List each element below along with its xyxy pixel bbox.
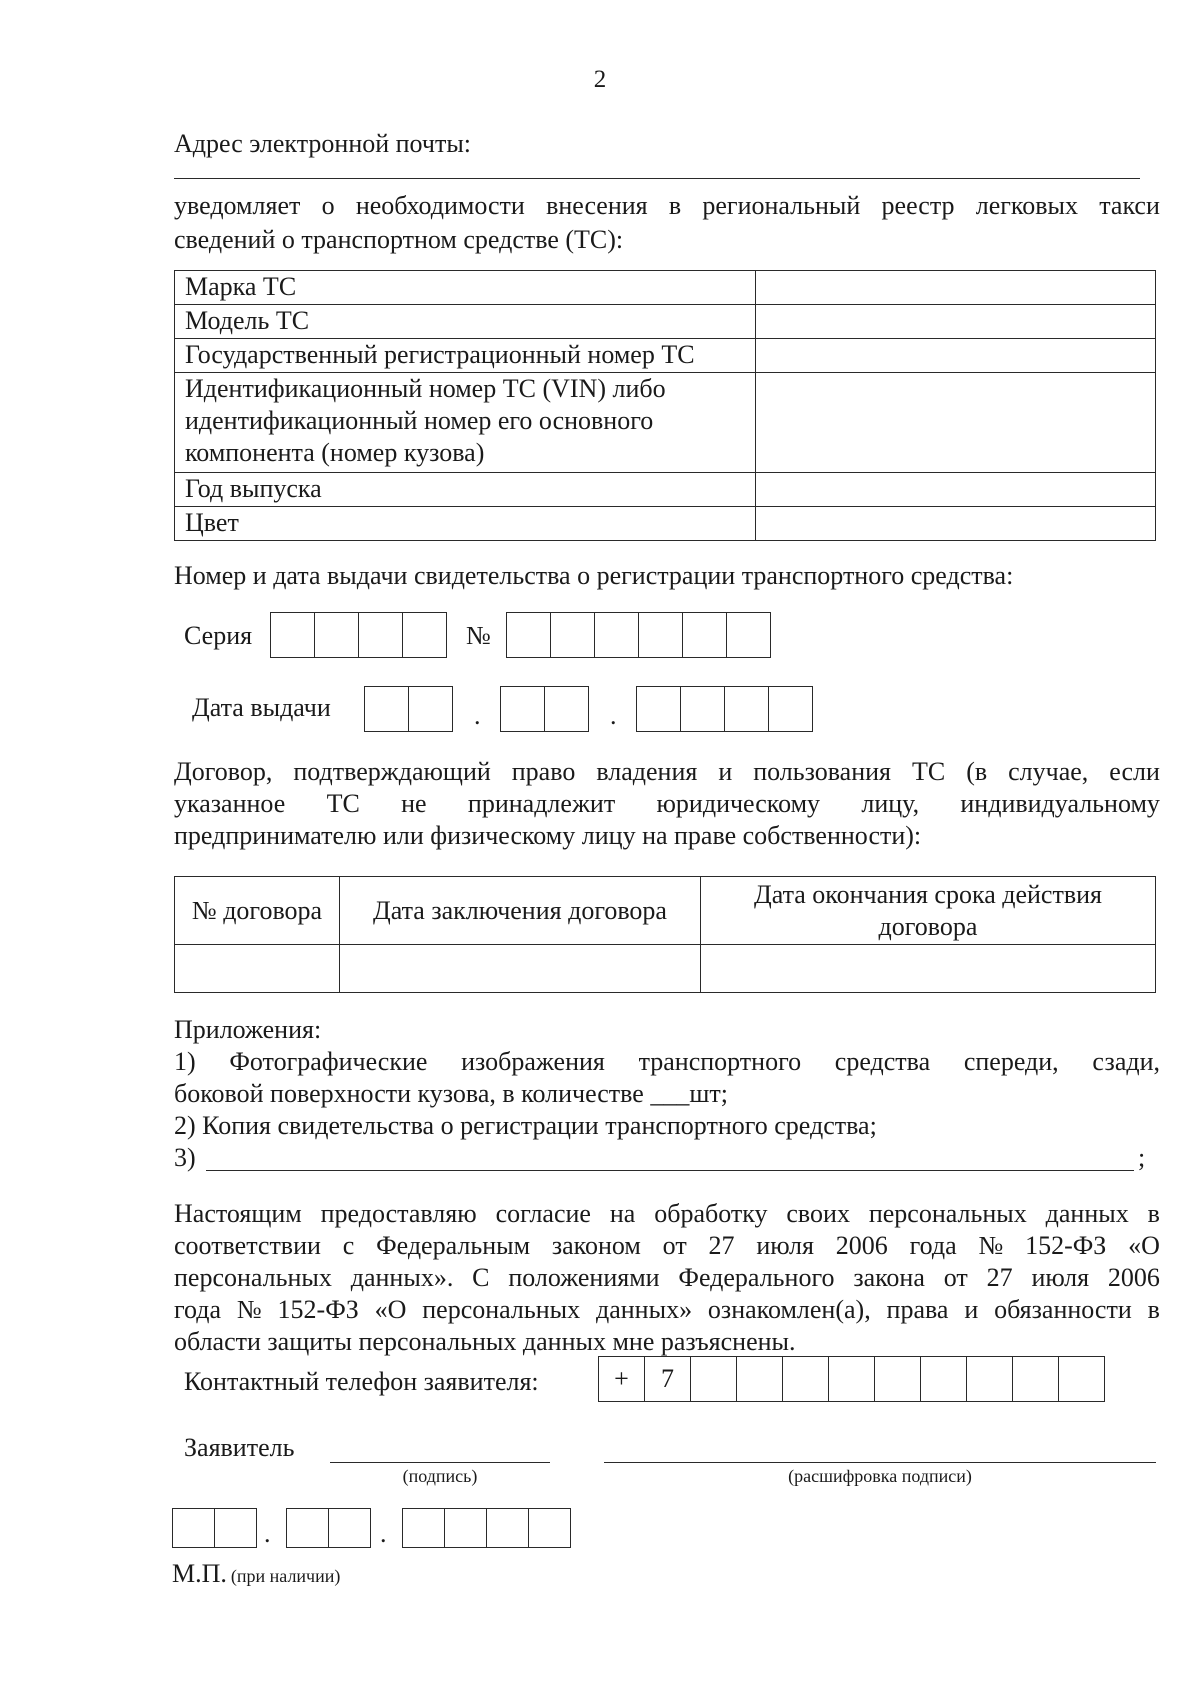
attachment-1-text: боковой поверхности кузова, в количестве	[174, 1079, 651, 1108]
word: Федерального	[678, 1263, 835, 1292]
decoding-line[interactable]	[604, 1462, 1156, 1463]
phone-digit-box[interactable]	[1059, 1357, 1105, 1401]
vehicle-field-label: Идентификационный номер ТС (VIN) либо идентификационный номер его основного компонента (номер кузова)	[175, 373, 756, 473]
word: транспортного	[638, 1047, 802, 1076]
contract-line-1	[174, 756, 1160, 788]
issue-date-label: Дата выдачи	[192, 693, 331, 722]
number-label: №	[466, 621, 491, 650]
word: если	[1109, 757, 1160, 786]
word: 2006	[1107, 1263, 1160, 1292]
month-digit-box[interactable]	[287, 1509, 329, 1547]
day-digit-box[interactable]	[409, 687, 453, 731]
photo-count-blank[interactable]: ___	[650, 1079, 690, 1108]
attachment-3-prefix: 3)	[174, 1143, 196, 1172]
word: персональных	[868, 1199, 1027, 1228]
word: закона	[853, 1263, 925, 1292]
word: права	[886, 1295, 949, 1324]
word: индивидуальному	[960, 789, 1160, 818]
word: о	[321, 191, 335, 220]
word: реестр	[881, 191, 955, 220]
attachment-3-suffix: ;	[1138, 1143, 1146, 1172]
notify-line-2: сведений о транспортном средстве (ТС):	[174, 225, 624, 254]
word: «О	[1128, 1231, 1160, 1260]
phone-digit-box[interactable]	[783, 1357, 829, 1401]
date-dot: .	[380, 1519, 387, 1548]
number-digit-box[interactable]	[727, 613, 771, 657]
word: своих	[786, 1199, 850, 1228]
day-digit-box[interactable]	[173, 1509, 215, 1547]
contract-table	[174, 876, 1156, 993]
word: принадлежит	[467, 789, 616, 818]
date-dot: .	[474, 701, 481, 730]
year-digit-box[interactable]	[445, 1509, 487, 1547]
word: изображения	[461, 1047, 605, 1076]
phone-plus-box: +	[599, 1357, 645, 1401]
number-digit-box[interactable]	[683, 613, 727, 657]
contract-start-header: Дата заключения договора	[340, 877, 701, 945]
contract-number-cell[interactable]	[175, 945, 340, 993]
attachment-1-line-1	[174, 1046, 1160, 1078]
word: Настоящим	[174, 1199, 302, 1228]
word: данных».	[350, 1263, 454, 1292]
email-label: Адрес электронной почты:	[174, 129, 472, 158]
phone-digit-box[interactable]	[737, 1357, 783, 1401]
year-digit-box[interactable]	[681, 687, 725, 731]
word: подтверждающий	[293, 757, 491, 786]
word: года	[909, 1231, 957, 1260]
word: спереди,	[963, 1047, 1059, 1076]
word: владения	[596, 757, 698, 786]
year-digit-box[interactable]	[769, 687, 813, 731]
word: пользования	[753, 757, 892, 786]
word: лицу,	[861, 789, 920, 818]
word: внесения	[546, 191, 648, 220]
word: законом	[551, 1231, 641, 1260]
word: обязанности	[994, 1295, 1132, 1324]
vehicle-info-table	[174, 270, 1156, 541]
word: Федеральным	[376, 1231, 531, 1260]
series-digit-box[interactable]	[359, 613, 403, 657]
word: года	[174, 1295, 222, 1324]
vehicle-field-value[interactable]	[756, 473, 1156, 507]
word: в	[1147, 1199, 1160, 1228]
vehicle-field-value[interactable]	[756, 271, 1156, 305]
word: обработку	[654, 1199, 768, 1228]
number-boxes[interactable]	[506, 612, 771, 658]
stamp-note: (при наличии)	[230, 1566, 341, 1586]
contract-start-cell[interactable]	[340, 945, 701, 993]
series-digit-box[interactable]	[271, 613, 315, 657]
year-digit-box[interactable]	[637, 687, 681, 731]
phone-digit-box[interactable]	[967, 1357, 1013, 1401]
word: случае,	[1008, 757, 1089, 786]
word: необходимости	[355, 191, 525, 220]
consent-line-3	[174, 1262, 1160, 1294]
contract-number-header: № договора	[175, 877, 340, 945]
year-digit-box[interactable]	[529, 1509, 571, 1547]
month-digit-box[interactable]	[545, 687, 589, 731]
contract-line-3: предпринимателю или физическому лицу на праве собственности):	[174, 821, 922, 850]
word: в	[1147, 1295, 1160, 1324]
word: и	[718, 757, 733, 786]
signature-caption: (подпись)	[402, 1466, 478, 1486]
vehicle-field-label: Год выпуска	[175, 473, 756, 507]
word: «О	[374, 1295, 407, 1324]
vehicle-field-label: Модель ТС	[175, 305, 756, 339]
word: ТС	[326, 789, 360, 818]
year-digit-box[interactable]	[487, 1509, 529, 1547]
phone-code-box: 7	[645, 1357, 691, 1401]
date-dot: .	[264, 1519, 271, 1548]
phone-digit-box[interactable]	[829, 1357, 875, 1401]
issue-month-boxes[interactable]	[500, 686, 589, 732]
consent-line-2	[174, 1230, 1160, 1262]
series-digit-box[interactable]	[403, 613, 447, 657]
phone-digit-box[interactable]	[691, 1357, 737, 1401]
word: 27	[708, 1231, 735, 1260]
pieces-unit: шт;	[689, 1079, 728, 1108]
word: с	[342, 1231, 355, 1260]
word: региональный	[702, 191, 861, 220]
word: С	[472, 1263, 490, 1292]
vehicle-field-label: Государственный регистрационный номер ТС	[175, 339, 756, 373]
word: персональных	[174, 1263, 332, 1292]
attachment-3-line[interactable]	[206, 1170, 1134, 1171]
page-number: 2	[593, 66, 607, 93]
decoding-caption: (расшифровка подписи)	[788, 1466, 972, 1486]
word: указанное	[174, 789, 286, 818]
contract-line-2	[174, 788, 1160, 820]
number-digit-box[interactable]	[595, 613, 639, 657]
stamp-area	[172, 1558, 340, 1590]
word: ТС	[912, 757, 946, 786]
series-digit-box[interactable]	[315, 613, 359, 657]
series-boxes[interactable]	[270, 612, 447, 658]
year-digit-box[interactable]	[725, 687, 769, 731]
word: согласие	[495, 1199, 591, 1228]
word: №	[978, 1231, 1004, 1260]
word: данных	[1045, 1199, 1129, 1228]
word: легковых	[975, 191, 1078, 220]
year-digit-box[interactable]	[403, 1509, 445, 1547]
month-digit-box[interactable]	[501, 687, 545, 731]
attachment-2: 2) Копия свидетельства о регистрации транспортного средства;	[174, 1111, 877, 1140]
word: соответствии	[174, 1231, 321, 1260]
vehicle-field-value[interactable]	[756, 339, 1156, 373]
vehicle-table-row	[175, 339, 1156, 373]
vehicle-table-row	[175, 507, 1156, 541]
date-dot: .	[610, 701, 617, 730]
word: 1)	[174, 1047, 196, 1076]
word: 152-ФЗ	[277, 1295, 359, 1324]
word: не	[401, 789, 427, 818]
vehicle-field-label: Цвет	[175, 507, 756, 541]
issue-day-boxes[interactable]	[364, 686, 453, 732]
word: право	[511, 757, 576, 786]
consent-line-5: области защиты персональных данных мне разъяснены.	[174, 1327, 796, 1356]
phone-digit-box[interactable]	[1013, 1357, 1059, 1401]
number-digit-box[interactable]	[551, 613, 595, 657]
month-digit-box[interactable]	[329, 1509, 371, 1547]
word: Фотографические	[229, 1047, 428, 1076]
word: №	[236, 1295, 262, 1324]
word: уведомляет	[174, 191, 301, 220]
word: сзади,	[1092, 1047, 1160, 1076]
sign-year-boxes[interactable]	[402, 1508, 571, 1548]
contract-end-header: Дата окончания срока действия договора	[701, 877, 1156, 945]
sign-month-boxes[interactable]	[286, 1508, 371, 1548]
attachment-1-line-2	[174, 1078, 728, 1110]
day-digit-box[interactable]	[215, 1509, 257, 1547]
word: июля	[756, 1231, 814, 1260]
word: персональных	[422, 1295, 581, 1324]
word: такси	[1099, 191, 1160, 220]
stamp-label: М.П.	[172, 1559, 227, 1588]
number-digit-box[interactable]	[507, 613, 551, 657]
word: 152-ФЗ	[1025, 1231, 1107, 1260]
contract-end-cell[interactable]	[701, 945, 1156, 993]
day-digit-box[interactable]	[365, 687, 409, 731]
consent-line-1	[174, 1198, 1160, 1230]
word: положениями	[508, 1263, 660, 1292]
phone-label: Контактный телефон заявителя:	[184, 1367, 539, 1396]
sign-day-boxes[interactable]	[172, 1508, 257, 1548]
vehicle-field-value[interactable]	[756, 305, 1156, 339]
certificate-heading: Номер и дата выдачи свидетельства о регистрации транспортного средства:	[174, 561, 1014, 590]
word: (в	[966, 757, 988, 786]
word: на	[609, 1199, 636, 1228]
vehicle-table-row	[175, 271, 1156, 305]
phone-boxes[interactable]	[598, 1356, 1105, 1402]
phone-digit-box[interactable]	[875, 1357, 921, 1401]
series-label: Серия	[184, 621, 253, 650]
word: Договор,	[174, 757, 273, 786]
word: данных»	[596, 1295, 693, 1324]
signature-line[interactable]	[330, 1462, 550, 1463]
word: юридическому	[656, 789, 821, 818]
applicant-label: Заявитель	[184, 1433, 295, 1462]
word: средства	[834, 1047, 931, 1076]
vehicle-table-row	[175, 305, 1156, 339]
vehicle-field-value[interactable]	[756, 373, 1156, 473]
word: июля	[1031, 1263, 1090, 1292]
notify-line-1	[174, 190, 1160, 222]
consent-line-4	[174, 1294, 1160, 1326]
word: 27	[986, 1263, 1013, 1292]
phone-digit-box[interactable]	[921, 1357, 967, 1401]
attachments-heading: Приложения:	[174, 1015, 322, 1044]
vehicle-table-row	[175, 373, 1156, 473]
word: предоставляю	[320, 1199, 477, 1228]
word: в	[668, 191, 682, 220]
email-field-line[interactable]	[174, 178, 1140, 179]
word: от	[662, 1231, 687, 1260]
word: 2006	[835, 1231, 888, 1260]
issue-year-boxes[interactable]	[636, 686, 813, 732]
vehicle-field-value[interactable]	[756, 507, 1156, 541]
vehicle-field-label: Марка ТС	[175, 271, 756, 305]
word: от	[943, 1263, 968, 1292]
word: ознакомлен(а),	[707, 1295, 871, 1324]
word: и	[964, 1295, 979, 1324]
vehicle-table-row	[175, 473, 1156, 507]
number-digit-box[interactable]	[639, 613, 683, 657]
